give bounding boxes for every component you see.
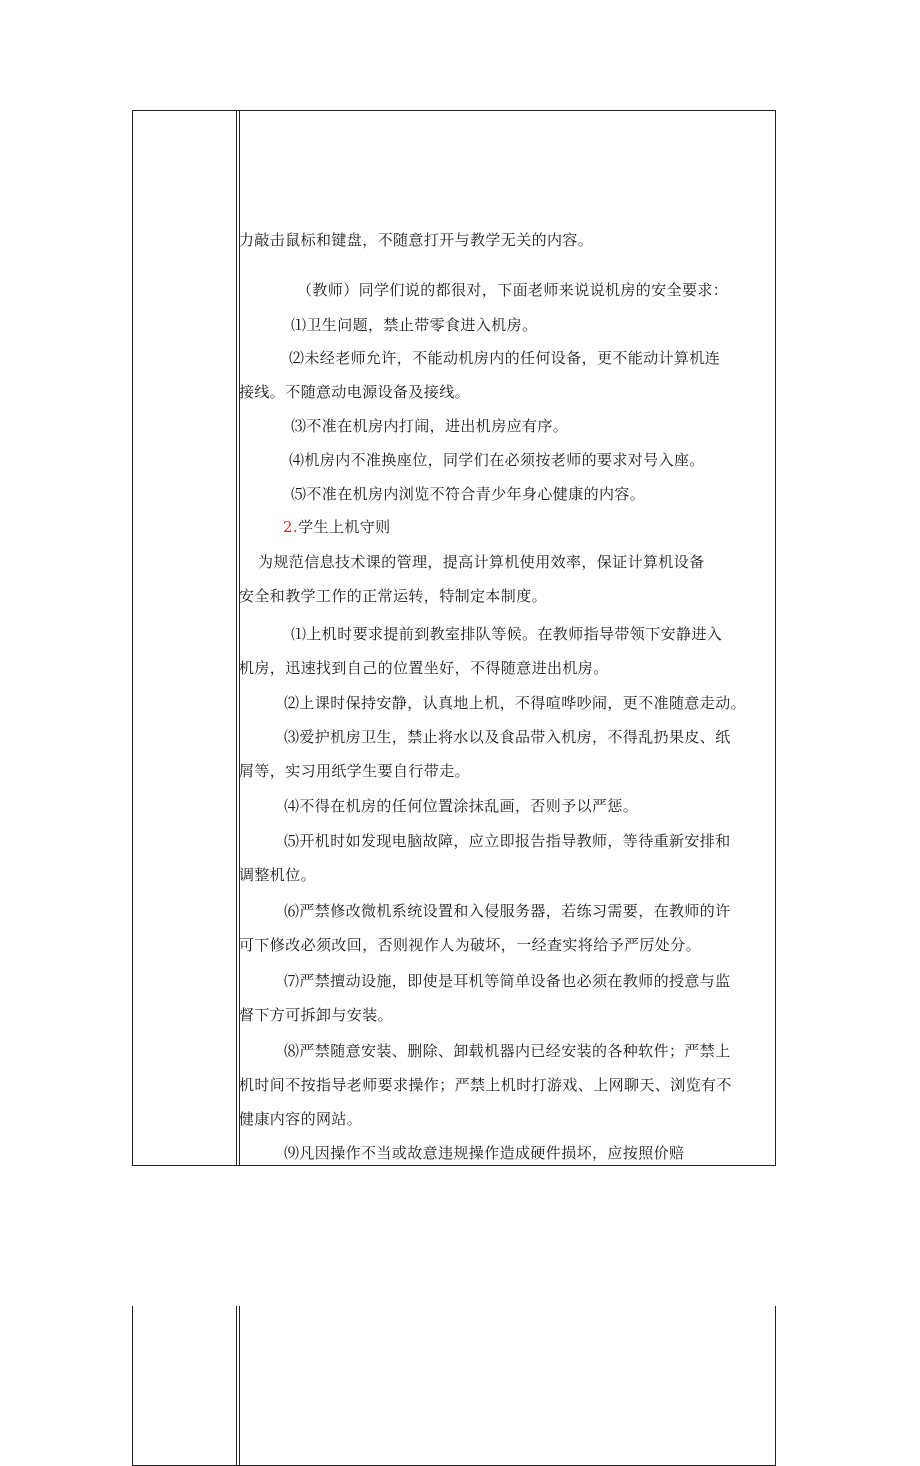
text-line: 为规范信息技术课的管理，提高计算机使用效率，保证计算机设备 (258, 553, 705, 571)
text-line: 安全和教学工作的正常运转，特制定本制度。 (239, 587, 548, 605)
text-line: 可下修改必须改回，否则视作人为破坏，一经查实将给予严厉处分。 (239, 936, 702, 954)
text-line: ⑷不得在机房的任何位置涂抹乱画，否则予以严惩。 (284, 797, 639, 815)
text-line: ⑻严禁随意安装、删除、卸载机器内已经安装的各种软件；严禁上 (284, 1042, 731, 1060)
section-number: 2. (283, 518, 299, 536)
text-line: ⑴卫生问题，禁止带零食进入机房。 (291, 316, 538, 334)
text-line: ⑷机房内不准换座位，同学们在必须按老师的要求对号入座。 (289, 451, 705, 469)
section-title: 学生上机守则 (298, 518, 391, 536)
text-line: （教师）同学们说的都很对，下面老师来说说机房的安全要求： (297, 281, 729, 299)
text-line: 调整机位。 (239, 866, 317, 884)
text-line: ⑶不准在机房内打闹，进出机房应有序。 (291, 417, 569, 435)
text-line: ⑸不准在机房内浏览不符合青少年身心健康的内容。 (291, 485, 646, 503)
text-line: 屑等，实习用纸学生要自行带走。 (239, 762, 471, 780)
text-line: ⑵未经老师允许，不能动机房内的任何设备，更不能动计算机连 (289, 349, 721, 367)
text-line: ⑸开机时如发现电脑故障，应立即报告指导教师，等待重新安排和 (284, 832, 731, 850)
text-line: ⑺严禁擅动设施，即使是耳机等简单设备也必须在教师的授意与监 (284, 972, 731, 990)
text-line: 健康内容的网站。 (239, 1110, 363, 1128)
text-line: ⑹严禁修改微机系统设置和入侵服务器，若练习需要，在教师的许 (284, 902, 731, 920)
text-line: 机时间不按指导老师要求操作；严禁上机时打游戏、上网聊天、浏览有不 (239, 1076, 732, 1094)
text-line: ⑶爱护机房卫生，禁止将水以及食品带入机房，不得乱扔果皮、纸 (284, 728, 731, 746)
text-line: 督下方可拆卸与安装。 (239, 1006, 394, 1024)
text-line: ⑴上机时要求提前到教室排队等候。在教师指导带领下安静进入 (291, 625, 723, 643)
section-heading (283, 517, 391, 537)
text-line: 力敲击鼠标和键盘，不随意打开与教学无关的内容。 (239, 231, 594, 249)
text-line: ⑼凡因操作不当或故意违规操作造成硬件损坏，应按照价赔 (284, 1144, 685, 1162)
text-line: 机房，迅速找到自己的位置坐好，不得随意进出机房。 (239, 659, 609, 677)
text-line: ⑵上课时保持安静，认真地上机，不得喧哗吵闹，更不准随意走动。 (284, 694, 747, 712)
page-margin-bottom (0, 1166, 920, 1306)
text-line: 接线。不随意动电源设备及接线。 (239, 383, 471, 401)
